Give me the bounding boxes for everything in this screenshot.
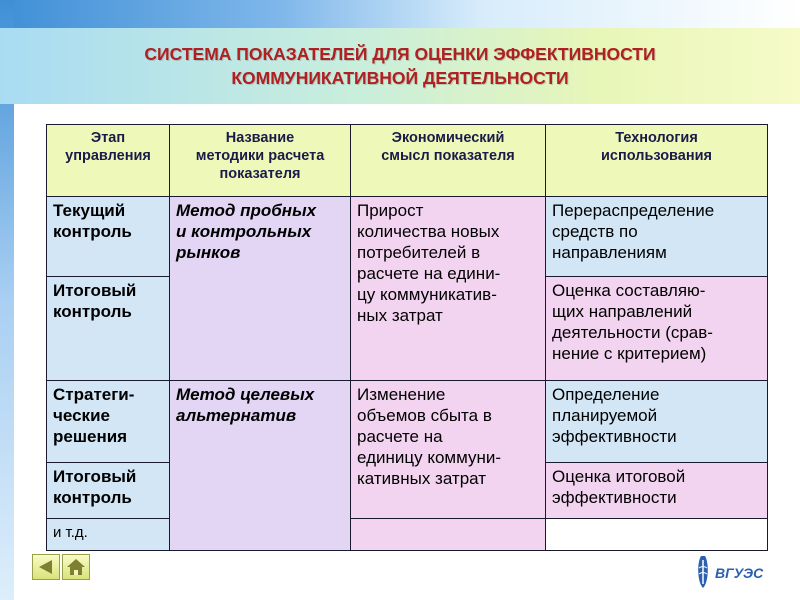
header-meaning: Экономический смысл показателя [351, 125, 546, 197]
stage-cell-etc: и т.д. [47, 519, 170, 551]
header-technology: Технология использования [546, 125, 768, 197]
home-slide-button[interactable] [62, 554, 90, 580]
table-header-row [47, 125, 768, 197]
meaning-cell-new-customers: Прирост количества новых потребителей в расчете на едини- цу коммуникатив- ных затрат [351, 197, 546, 381]
logo-text: ВГУЭС [715, 565, 764, 581]
university-logo [693, 552, 773, 592]
header-stage: Этап управления [47, 125, 170, 197]
slide-title-line-1: СИСТЕМА ПОКАЗАТЕЛЕЙ ДЛЯ ОЦЕНКИ ЭФФЕКТИВНОСТИ [144, 44, 656, 64]
method-cell-trial-markets: Метод пробных и контрольных рынков [170, 197, 351, 381]
method-cell-target-alternatives: Метод целевых альтернатив [170, 381, 351, 551]
technology-cell-planned-efficiency: Определение планируемой эффективности [546, 381, 768, 463]
home-icon [66, 558, 86, 576]
logo-emblem-icon [698, 556, 708, 588]
table-row [47, 197, 768, 277]
stage-cell-final-control: Итоговый контроль [47, 277, 170, 381]
technology-cell-component-evaluation: Оценка составляю- щих направлений деятельности (срав- нение с критерием) [546, 277, 768, 381]
meaning-cell-sales-volume: Изменение объемов сбыта в расчете на единицу коммуни- кативных затрат [351, 381, 546, 519]
meaning-cell-empty [351, 519, 546, 551]
stage-cell-strategic-decisions: Стратеги- ческие решения [47, 381, 170, 463]
indicators-table [46, 124, 768, 551]
table-row [47, 519, 768, 551]
technology-cell-final-efficiency: Оценка итоговой эффективности [546, 463, 768, 519]
header-method: Название методики расчета показателя [170, 125, 351, 197]
previous-slide-button[interactable] [32, 554, 60, 580]
top-gradient-band [0, 0, 800, 30]
stage-cell-final-control-2: Итоговый контроль [47, 463, 170, 519]
technology-cell-empty [546, 519, 768, 551]
technology-cell-redistribution: Перераспределение средств по направлениям [546, 197, 768, 277]
slide-title-banner [0, 28, 800, 104]
stage-cell-current-control: Текущий контроль [47, 197, 170, 277]
table-row [47, 381, 768, 463]
arrow-left-icon [37, 559, 55, 575]
slide-title-line-2: КОММУНИКАТИВНОЙ ДЕЯТЕЛЬНОСТИ [231, 68, 569, 88]
